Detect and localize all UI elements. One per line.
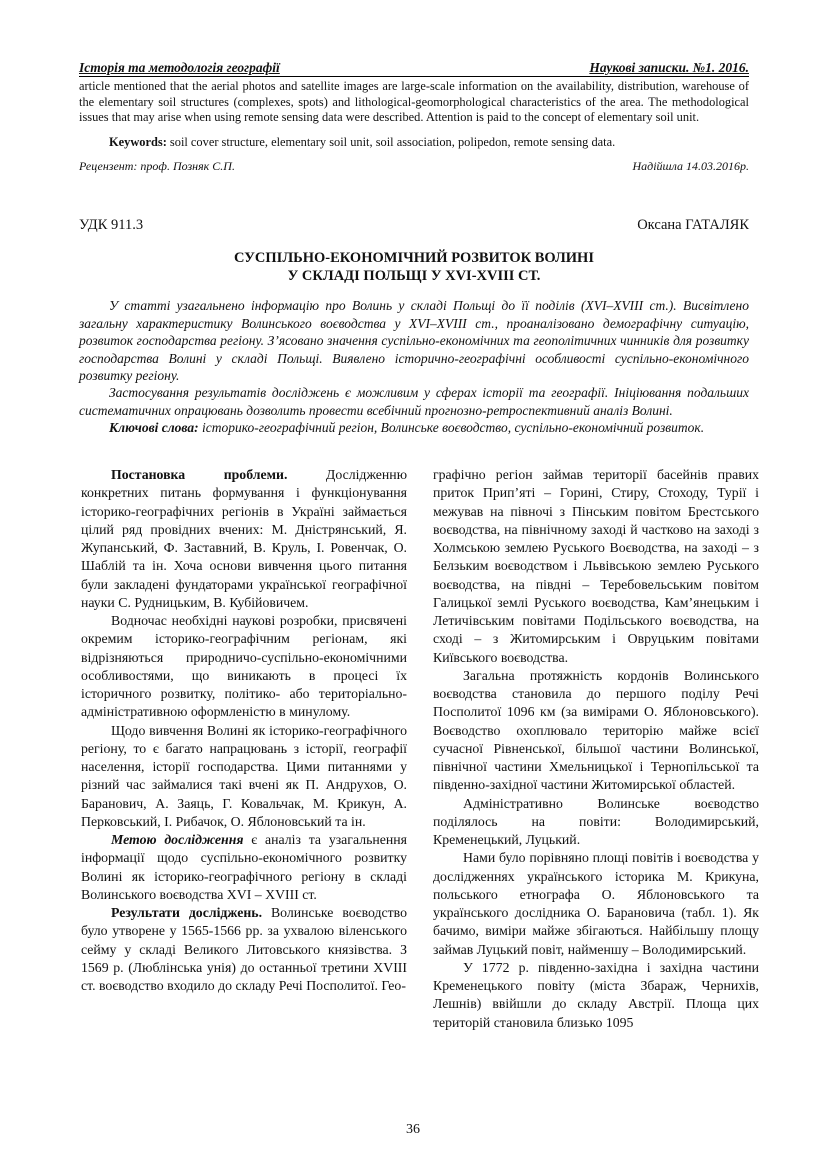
ukrainian-keywords-label: Ключові слова: bbox=[109, 420, 199, 436]
reviewer: Рецензент: проф. Позняк С.П. bbox=[79, 159, 235, 174]
ukrainian-keywords bbox=[79, 419, 749, 436]
paragraph-geography: графічно регіон займав території басейнів правих приток Прип’яті – Горині, Стиру, Стоходу, Турії і межував на півночі з Пінським повітом Брестського воєводства, на північному заході й частково на заході з Холмською землею Руського Воєводства, на заході – з Белзьким воєводством і Львівською землею Руського воєводства, на півдні – Теребовельським повітом Галицької землі Руського воєводства, Кам’янецьким і Летичівським повітами Подільського воєводства, на сході – з Житомирським і Овруцьким повітами Київського воєводства. bbox=[433, 467, 759, 665]
page-number: 36 bbox=[406, 1122, 420, 1137]
english-abstract-text: article mentioned that the aerial photos and satellite images are large-scale information on the availability, distribution, warehouse of the elementary soil structures (complexes, spots) and lithological-geomorphological characteristics of the area. The methodological issues that may arise when using remote sensing data were described. Attention is paid to the concept of elementary soil unit. bbox=[79, 79, 749, 125]
paragraph-1772: У 1772 р. південно-західна і західна частини Кременецького повіту (міста Збараж, Чернихів, Лешнів) ввійшли до складу Австрії. Площа цих територій становила близько 1095 bbox=[433, 959, 759, 1030]
aim-label: Метою дослідження bbox=[111, 832, 244, 847]
udk-code: УДК 911.3 bbox=[79, 217, 144, 234]
paragraph-research-needs: Водночас необхідні наукові розробки, присвячені окремим історико-географічним регіонам, які відрізняються природничо-суспільно-економічними особливостями, що виникають в процесі їх історичного розвитку, політико- або територіально-адміністративною оформленістю в минулому. bbox=[81, 613, 407, 720]
article-title bbox=[79, 249, 749, 285]
received-date: Надійшла 14.03.2016р. bbox=[632, 159, 749, 174]
ukrainian-abstract-p1: У статті узагальнено інформацію про Волинь у складі Польщі до її поділів (XVI–XVIII ст.). Висвітлено загальну характеристику Волинського воєводства у XVI–XVIII ст., проаналізовано демографічну ситуацію, розвиток господарства регіону. З’ясовано значення суспільно-економічних та геополітичних чинників для розвитку господарства Волині у складі Польщі. Виявлено історично-географічні особливості суспільно-економічного розвитку регіону. bbox=[79, 298, 749, 383]
left-column bbox=[81, 466, 407, 995]
paragraph-results bbox=[81, 904, 407, 995]
right-column bbox=[433, 466, 759, 1032]
article-title-line-1: СУСПІЛЬНО-ЕКОНОМІЧНИЙ РОЗВИТОК ВОЛИНІ bbox=[234, 250, 594, 267]
page-top bbox=[79, 58, 749, 437]
ukrainian-keywords-text: історико-географічний регіон, Волинське воєводство, суспільно-економічний розвиток. bbox=[198, 420, 705, 436]
paragraph-problem bbox=[81, 466, 407, 612]
article-title-line-2: У СКЛАДІ ПОЛЬЩІ У XVI-XVIII СТ. bbox=[287, 268, 541, 285]
header-journal-title: Наукові записки. №1. 2016. bbox=[589, 60, 749, 75]
english-keywords bbox=[79, 135, 749, 151]
paragraph-borders: Загальна протяжність кордонів Волинського воєводства становила до першого поділу Речі Посполитої 1096 км (за вимірами О. Яблоновського). Воєводство охоплювало територію майже всієї сучасної Рівненської, більшої частини Волинської, північної частини Хмельницької і Тернопільської та південно-західної частини Житомирської областей. bbox=[433, 667, 759, 793]
aim-text: є аналіз та узагальнення інформації щодо суспільно-економічного розвитку Волині як історико-географічного регіону в складі Волинського воєводства XVI – XVIII ст. bbox=[81, 832, 407, 902]
running-header bbox=[79, 58, 749, 77]
udk-line bbox=[79, 217, 749, 237]
paragraph-administration: Адміністративно Волинське воєводство поділялось на повіти: Володимирський, Кременецький, Луцький. bbox=[433, 795, 759, 847]
problem-text: Дослідженню конкретних питань формування і функціонування історико-географічних регіонів в Україні займається цілий ряд провідних вчених: М. Дністрянський, Я. Жупанський, Ф. Заставний, В. Круль, І. Ровенчак, О. Шаблій та ін. Хоча основи вивчення цього питання були закладені фундаторами української географічної науки С. Рудницьким, В. Кубійовичем. bbox=[81, 467, 407, 610]
english-keywords-text: soil cover structure, elementary soil unit, soil association, polipedon, remote sensing data. bbox=[166, 134, 616, 149]
ukrainian-abstract-p2: Застосування результатів досліджень є можливим у сферах історії та географії. Ініціювання подальших систематичних опрацювань дозволить провести всебічний прогнозно-ретроспективний аналіз Волині. bbox=[79, 385, 749, 418]
paragraph-aim bbox=[81, 831, 407, 904]
results-label: Результати досліджень. bbox=[111, 905, 263, 920]
review-line bbox=[79, 159, 749, 177]
english-keywords-label: Keywords: bbox=[109, 134, 167, 149]
english-abstract bbox=[79, 79, 749, 126]
header-section-title: Історія та методологія географії bbox=[79, 60, 280, 75]
problem-label: Постановка проблеми. bbox=[111, 467, 288, 482]
ukrainian-abstract bbox=[79, 297, 749, 436]
results-text: Волинське воєводство було утворене у 1565-1566 рр. за ухвалою віленського сейму у складі Великого Литовського князівства. З 1569 р. (Люблінська унія) до останньої третини XVIII ст. воєводство входило до складу Речі Посполитої. Гео- bbox=[81, 905, 407, 993]
paragraph-volyn-study: Щодо вивчення Волині як історико-географічного регіону, то є багато напрацювань з історії, географії населення, історії господарства. Цими питаннями у різний час займалися такі вчені як П. Андрухов, О. Баранович, А. Заяць, Г. Ковальчак, М. Крикун, А. Перковський, І. Рибачок, О. Яблоновський та ін. bbox=[81, 722, 407, 829]
paragraph-comparison: Нами було порівняно площі повітів і воєводства у дослідженнях українського історика М. Крикуна, польського етнографа О. Яблоновського та українського дослідника О. Барановича (табл. 1). Як бачимо, виміри майже збігаються. Найбільшу площу займав Луцький повіт, найменшу – Володимирський. bbox=[433, 850, 759, 957]
author-name: Оксана ГАТАЛЯК bbox=[637, 217, 749, 234]
